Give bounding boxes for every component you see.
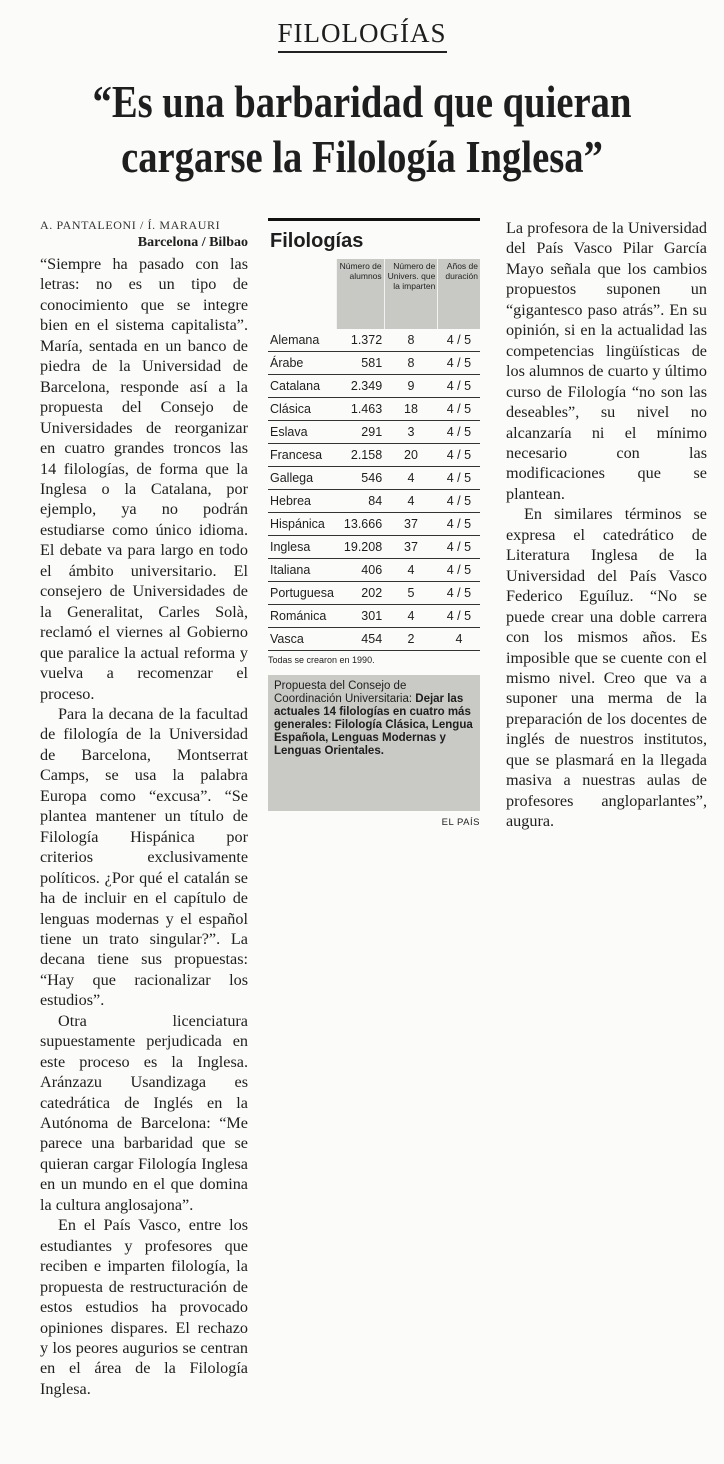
cell-alumnos: 202 <box>336 582 384 605</box>
cell-duracion: 4 / 5 <box>438 444 480 467</box>
cell-duracion: 4 <box>438 628 480 651</box>
cell-filologia: Portuguesa <box>268 582 336 605</box>
cell-alumnos: 13.666 <box>336 513 384 536</box>
infobox-title: Filologías <box>270 230 364 252</box>
headline-line-1: “Es una barbaridad que quieran <box>92 76 632 127</box>
table-header-duracion: Años de duración <box>438 259 480 329</box>
cell-duracion: 4 / 5 <box>438 352 480 375</box>
table-header-alumnos: Número de alumnos <box>336 259 384 329</box>
cell-universidades: 4 <box>384 605 438 628</box>
cell-filologia: Gallega <box>268 467 336 490</box>
cell-alumnos: 546 <box>336 467 384 490</box>
cell-universidades: 4 <box>384 490 438 513</box>
cell-alumnos: 1.372 <box>336 329 384 352</box>
headline-line-2: cargarse la Filología Inglesa” <box>121 131 603 182</box>
cell-universidades: 37 <box>384 536 438 559</box>
cell-alumnos: 84 <box>336 490 384 513</box>
table-row <box>268 559 480 582</box>
cell-alumnos: 2.158 <box>336 444 384 467</box>
infobox <box>268 218 480 828</box>
cell-filologia: Clásica <box>268 398 336 421</box>
cell-filologia: Francesa <box>268 444 336 467</box>
cell-filologia: Catalana <box>268 375 336 398</box>
table-row <box>268 444 480 467</box>
cell-universidades: 37 <box>384 513 438 536</box>
table-row <box>268 536 480 559</box>
proposal-intro: Propuesta del Consejo de Coordinación Universitaria: <box>274 680 413 705</box>
cell-universidades: 20 <box>384 444 438 467</box>
cell-universidades: 5 <box>384 582 438 605</box>
cell-filologia: Alemana <box>268 329 336 352</box>
table-body <box>268 329 480 651</box>
cell-filologia: Hispánica <box>268 513 336 536</box>
cell-universidades: 18 <box>384 398 438 421</box>
cell-duracion: 4 / 5 <box>438 421 480 444</box>
cell-alumnos: 301 <box>336 605 384 628</box>
cell-duracion: 4 / 5 <box>438 582 480 605</box>
proposal-text: Dejar las actuales 14 filologías en cuatro más generales: Filología Clásica, Lengua Española, Lenguas Modernas y Lenguas Orientales. <box>274 693 473 757</box>
table-row <box>268 628 480 651</box>
cell-alumnos: 454 <box>336 628 384 651</box>
table-header-row <box>268 259 480 329</box>
table-row <box>268 398 480 421</box>
paragraph: En el País Vasco, entre los estudiantes y profesores que reciben e imparten filología, la propuesta de restructuración de estos estudios ha provocado opiniones dispares. El rechazo y los peores augurios se centran en el área de la Filología Inglesa. <box>40 1216 248 1398</box>
section-label: FILOLOGÍAS <box>0 20 724 47</box>
paragraph: Otra licenciatura supuestamente perjudicada en este proceso es la Inglesa. Aránzazu Usandizaga es catedrática de Inglés en la Autónoma de Barcelona: “Me parece una barbaridad que se quieran cargar Filología Inglesa en un mundo en el que domina la cultura anglosajona”. <box>40 1011 248 1214</box>
table-row <box>268 490 480 513</box>
cell-filologia: Italiana <box>268 559 336 582</box>
article-column-3 <box>506 218 707 832</box>
paragraph: En similares términos se expresa el catedrático de Literatura Inglesa de la Universidad del País Vasco Federico Eguíluz. “No se puede crear una doble carrera con los mismos años. Es imposible que se cuente con el mismo nivel. Creo que va a suponer una merma de la preparación de los docentes de inglés de nuestros institutos, que se plasmará en la llegada masiva a nuestras aulas de profesores angloparlantes”, augura. <box>506 505 707 831</box>
cell-duracion: 4 / 5 <box>438 490 480 513</box>
cell-universidades: 8 <box>384 329 438 352</box>
cell-duracion: 4 / 5 <box>438 559 480 582</box>
cell-filologia: Eslava <box>268 421 336 444</box>
paragraph: La profesora de la Universidad del País Vasco Pilar García Mayo señala que los cambios propuestos suponen un “gigantesco paso atrás”. En su opinión, si en la actualidad las competencias lingüísticas de los alumnos de cuarto y último curso de Filología “no son las deseables”, su nivel no alcanzaría ni el mínimo necesario con las modificaciones que se plantean. <box>506 219 707 503</box>
cell-alumnos: 2.349 <box>336 375 384 398</box>
cell-duracion: 4 / 5 <box>438 467 480 490</box>
byline-place: Barcelona / Bilbao <box>137 235 248 250</box>
source-credit: EL PAÍS <box>441 817 480 828</box>
cell-duracion: 4 / 5 <box>438 329 480 352</box>
table-row <box>268 375 480 398</box>
table-row <box>268 513 480 536</box>
cell-filologia: Románica <box>268 605 336 628</box>
headline <box>58 74 666 184</box>
cell-alumnos: 291 <box>336 421 384 444</box>
paragraph: “Siempre ha pasado con las letras: no es un tipo de conocimiento que se integre bien en el sistema capitalista”. María, sentada en un banco de piedra de la Universidad de Barcelona, responde así a la propuesta del Consejo de Universidades de reorganizar en cuatro grandes troncos las 14 filologías, de forma que la Inglesa o la Catalana, por ejemplo, ya no podrán estudiarse como único idioma. El debate va para largo en todo el ámbito universitario. El consejero de Universidades de la Generalitat, Carles Solà, reclamó el viernes al Gobierno que paralice la actual reforma y vuelva a recomenzar el proceso. <box>40 255 248 703</box>
cell-filologia: Hebrea <box>268 490 336 513</box>
table-row <box>268 605 480 628</box>
article-column-1 <box>40 218 248 1399</box>
paragraph: Para la decana de la facultad de filología de la Universidad de Barcelona, Montserrat Camps, se usa la palabra Europa como “excusa”. “Se plantea mantener un título de Filología Hispánica por criterios exclusivamente políticos. ¿Por qué el catalán se ha de incluir en el capítulo de lenguas modernas y el español tiene un trato singular?”. La decana tiene sus propuestas: “Hay que racionalizar los estudios”. <box>40 704 248 1010</box>
cell-alumnos: 581 <box>336 352 384 375</box>
cell-filologia: Árabe <box>268 352 336 375</box>
cell-alumnos: 1.463 <box>336 398 384 421</box>
infobox-rule <box>268 218 480 221</box>
cell-duracion: 4 / 5 <box>438 536 480 559</box>
table-row <box>268 352 480 375</box>
table-row <box>268 467 480 490</box>
cell-filologia: Inglesa <box>268 536 336 559</box>
cell-universidades: 9 <box>384 375 438 398</box>
cell-filologia: Vasca <box>268 628 336 651</box>
cell-universidades: 3 <box>384 421 438 444</box>
table-row <box>268 329 480 352</box>
cell-alumnos: 19.208 <box>336 536 384 559</box>
cell-universidades: 4 <box>384 559 438 582</box>
cell-universidades: 2 <box>384 628 438 651</box>
cell-universidades: 4 <box>384 467 438 490</box>
cell-duracion: 4 / 5 <box>438 605 480 628</box>
byline-authors: A. PANTALEONI / Í. MARAURI <box>40 218 221 232</box>
cell-alumnos: 406 <box>336 559 384 582</box>
cell-universidades: 8 <box>384 352 438 375</box>
table-note: Todas se crearon en 1990. <box>268 655 375 665</box>
table-row <box>268 421 480 444</box>
filologias-table <box>268 259 480 651</box>
proposal-box <box>268 675 480 811</box>
table-header-universidades: Número de Univers. que la imparten <box>384 259 438 329</box>
table-row <box>268 582 480 605</box>
cell-duracion: 4 / 5 <box>438 375 480 398</box>
cell-duracion: 4 / 5 <box>438 398 480 421</box>
cell-duracion: 4 / 5 <box>438 513 480 536</box>
